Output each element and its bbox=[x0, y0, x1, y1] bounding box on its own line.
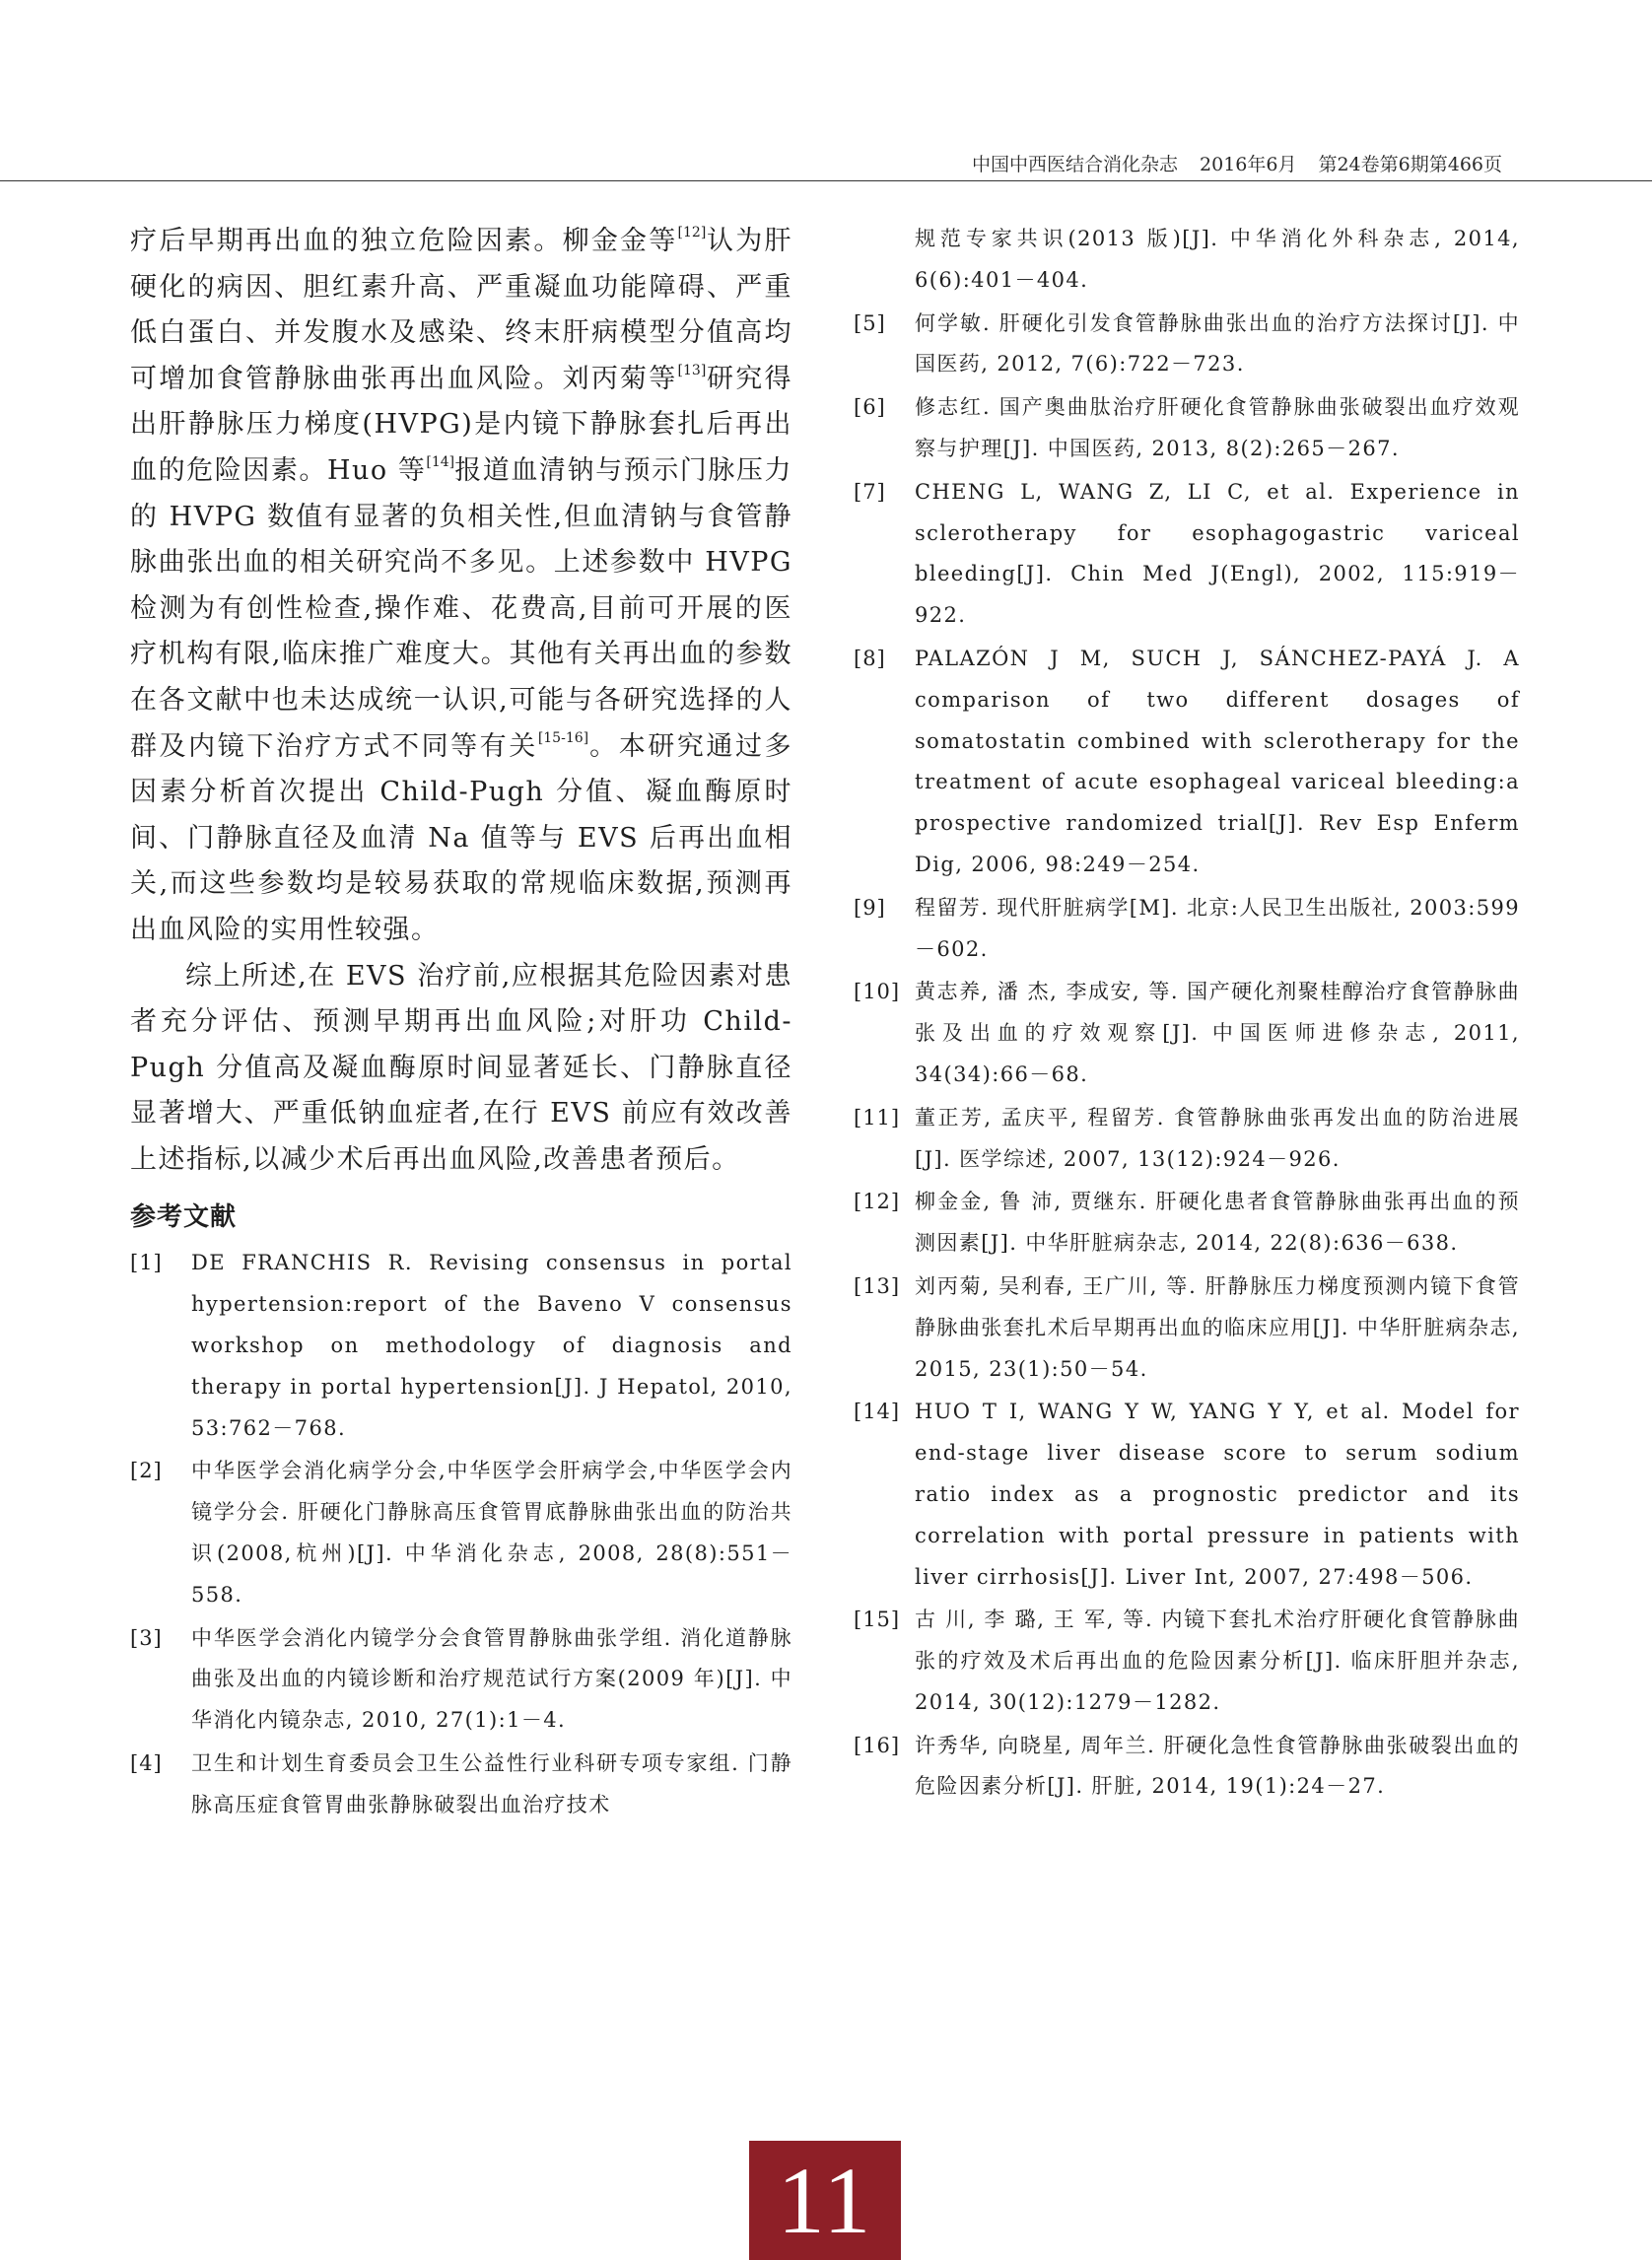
reference-number: [5] bbox=[854, 310, 886, 335]
citation-15-16: [15-16] bbox=[537, 729, 589, 746]
citation-14: [14] bbox=[426, 453, 455, 470]
reference-text: 刘丙菊, 吴利春, 王广川, 等. 肝静脉压力梯度预测内镜下食管静脉曲张套扎术后早期再出血的临床应用[J]. 中华肝脏病杂志, 2015, 23(1):50－54. bbox=[915, 1273, 1520, 1381]
reference-text: 中华医学会消化内镜学分会食管胃静脉曲张学组. 消化道静脉曲张及出血的内镜诊断和治疗规范试行方案(2009 年)[J]. 中华消化内镜杂志, 2010, 27(1):1－4. bbox=[191, 1625, 792, 1733]
reference-item bbox=[130, 1243, 792, 1449]
reference-item bbox=[130, 1618, 792, 1742]
header-rule bbox=[0, 180, 1652, 181]
citation-13: [13] bbox=[677, 362, 707, 378]
reference-item bbox=[854, 639, 1520, 886]
reference-number: [11] bbox=[854, 1105, 901, 1130]
reference-item bbox=[854, 888, 1520, 971]
reference-item bbox=[130, 1451, 792, 1615]
reference-item bbox=[854, 1267, 1520, 1390]
reference-number: [1] bbox=[130, 1251, 163, 1275]
reference-item bbox=[854, 1098, 1520, 1181]
reference-text: 许秀华, 向晓星, 周年兰. 肝硬化急性食管静脉曲张破裂出血的危险因素分析[J]. 肝脏, 2014, 19(1):24－27. bbox=[915, 1733, 1520, 1799]
left-column bbox=[130, 219, 792, 1828]
reference-text: 何学敏. 肝硬化引发食管静脉曲张出血的治疗方法探讨[J]. 中国医药, 2012, 7(6):722－723. bbox=[915, 310, 1520, 377]
reference-number: [13] bbox=[854, 1273, 901, 1298]
reference-number: [12] bbox=[854, 1190, 901, 1214]
reference-item bbox=[854, 972, 1520, 1095]
reference-text: DE FRANCHIS R. Revising consensus in portal hypertension:report of the Baveno V consensus workshop on methodology of diagnosis and therapy in portal hypertension[J]. J Hepatol, 2010, 53:762－768. bbox=[191, 1251, 792, 1440]
reference-4-continuation: 规范专家共识(2013 版)[J]. 中华消化外科杂志, 2014, 6(6):401－404. bbox=[915, 227, 1520, 292]
reference-number: [9] bbox=[854, 895, 886, 920]
reference-text: 中华医学会消化病学分会,中华医学会肝病学会,中华医学会内镜学分会. 肝硬化门静脉高压食管胃底静脉曲张出血的防治共识(2008,杭州)[J]. 中华消化杂志, 2008, 28(8):551－558. bbox=[191, 1459, 792, 1607]
page-number: 11 bbox=[749, 2141, 901, 2260]
reference-text: 卫生和计划生育委员会卫生公益性行业科研专项专家组. 门静脉高压症食管胃曲张静脉破裂出血治疗技术 bbox=[191, 1751, 792, 1816]
reference-text: CHENG L, WANG Z, LI C, et al. Experience in sclerotherapy for esophagogastric variceal bleeding[J]. Chin Med J(Engl), 2002, 115:919－922. bbox=[915, 479, 1520, 628]
journal-name: 中国中西医结合消化杂志 bbox=[972, 154, 1179, 175]
right-column bbox=[854, 219, 1520, 1810]
reference-number: [8] bbox=[854, 646, 886, 670]
reference-item bbox=[854, 1182, 1520, 1265]
reference-item bbox=[854, 472, 1520, 637]
reference-text: HUO T I, WANG Y W, YANG Y Y, et al. Model for end-stage liver disease score to serum sodium ratio index as a prognostic predictor and its correlation with portal pressure in patients with liver cirrhosis[J]. Liver Int, 2007, 27:498－506. bbox=[915, 1400, 1520, 1589]
reference-item bbox=[854, 1726, 1520, 1809]
reference-text: 程留芳. 现代肝脏病学[M]. 北京:人民卫生出版社, 2003:599－602. bbox=[915, 895, 1521, 961]
reference-number: [6] bbox=[854, 395, 886, 420]
citation-12: [12] bbox=[677, 225, 707, 240]
reference-item bbox=[854, 304, 1520, 386]
reference-text: 董正芳, 孟庆平, 程留芳. 食管静脉曲张再发出血的防治进展[J]. 医学综述, 2007, 13(12):924－926. bbox=[915, 1105, 1520, 1171]
reference-text: PALAZÓN J M, SUCH J, SÁNCHEZ-PAYÁ J. A comparison of two different dosages of somatostatin combined with sclerotherapy for the treatment of acute esophageal variceal bleeding:a prospective randomized trial[J]. Rev Esp Enferm Dig, 2006, 98:249－254. bbox=[915, 646, 1520, 876]
issue-date: 2016年6月 bbox=[1200, 154, 1297, 175]
references-list-left bbox=[130, 1243, 792, 1825]
reference-number: [2] bbox=[130, 1459, 163, 1483]
reference-number: [16] bbox=[854, 1733, 901, 1757]
reference-item bbox=[130, 1744, 792, 1826]
body-paragraph-2: 综上所述,在 EVS 治疗前,应根据其危险因素对患者充分评估、预测早期再出血风险;对肝功 Child-Pugh 分值高及凝血酶原时间显著延长、门静脉直径显著增大、严重低钠血症者,在行 EVS 前应有效改善上述指标,以减少术后再出血风险,改善患者预后。 bbox=[130, 960, 792, 1175]
reference-number: [15] bbox=[854, 1608, 901, 1632]
reference-number: [4] bbox=[130, 1751, 163, 1776]
reference-number: [10] bbox=[854, 980, 901, 1004]
reference-text: 柳金金, 鲁 沛, 贾继东. 肝硬化患者食管静脉曲张再出血的预测因素[J]. 中华肝脏病杂志, 2014, 22(8):636－638. bbox=[915, 1190, 1520, 1256]
body-paragraph-1: 疗后早期再出血的独立危险因素。柳金金等[12]认为肝硬化的病因、胆红素升高、严重凝血功能障碍、严重低白蛋白、并发腹水及感染、终末肝病模型分值高均可增加食管静脉曲张再出血风险。刘丙菊等[13]研究得出肝静脉压力梯度(HVPG)是内镜下静脉套扎后再出血的危险因素。Huo 等[14]报道血清钠与预示门脉压力的 HVPG 数值有显著的负相关性,但血清钠与食管静脉曲张出血的相关研究尚不多见。上述参数中 HVPG 检测为有创性检查,操作难、花费高,目前可开展的医疗机构有限,临床推广难度大。其他有关再出血的参数在各文献中也未达成统一认识,可能与各研究选择的人群及内镜下治疗方式不同等有关[15-16]。本研究通过多因素分析首次提出 Child-Pugh 分值、凝血酶原时间、门静脉直径及血清 Na 值等与 EVS 后再出血相关,而这些参数均是较易获取的常规临床数据,预测再出血风险的实用性较强。 bbox=[130, 225, 793, 945]
references-list-right bbox=[854, 304, 1520, 1809]
reference-text: 古 川, 李 璐, 王 军, 等. 内镜下套扎术治疗肝硬化食管静脉曲张的疗效及术后再出血的危险因素分析[J]. 临床肝胆并杂志, 2014, 30(12):1279－1282. bbox=[915, 1608, 1520, 1714]
reference-number: [7] bbox=[854, 479, 886, 504]
running-header bbox=[972, 150, 1502, 176]
volume-page: 第24卷第6期第466页 bbox=[1318, 154, 1502, 175]
reference-item bbox=[854, 1392, 1520, 1598]
reference-item bbox=[854, 1600, 1520, 1723]
references-heading: 参考文献 bbox=[130, 1202, 238, 1233]
reference-text: 修志红. 国产奥曲肽治疗肝硬化食管静脉曲张破裂出血疗效观察与护理[J]. 中国医药, 2013, 8(2):265－267. bbox=[915, 395, 1520, 460]
reference-number: [14] bbox=[854, 1400, 901, 1424]
reference-item bbox=[854, 387, 1520, 470]
reference-text: 黄志养, 潘 杰, 李成安, 等. 国产硬化剂聚桂醇治疗食管静脉曲张及出血的疗效观察[J]. 中国医师进修杂志, 2011, 34(34):66－68. bbox=[915, 980, 1520, 1086]
reference-number: [3] bbox=[130, 1625, 163, 1650]
